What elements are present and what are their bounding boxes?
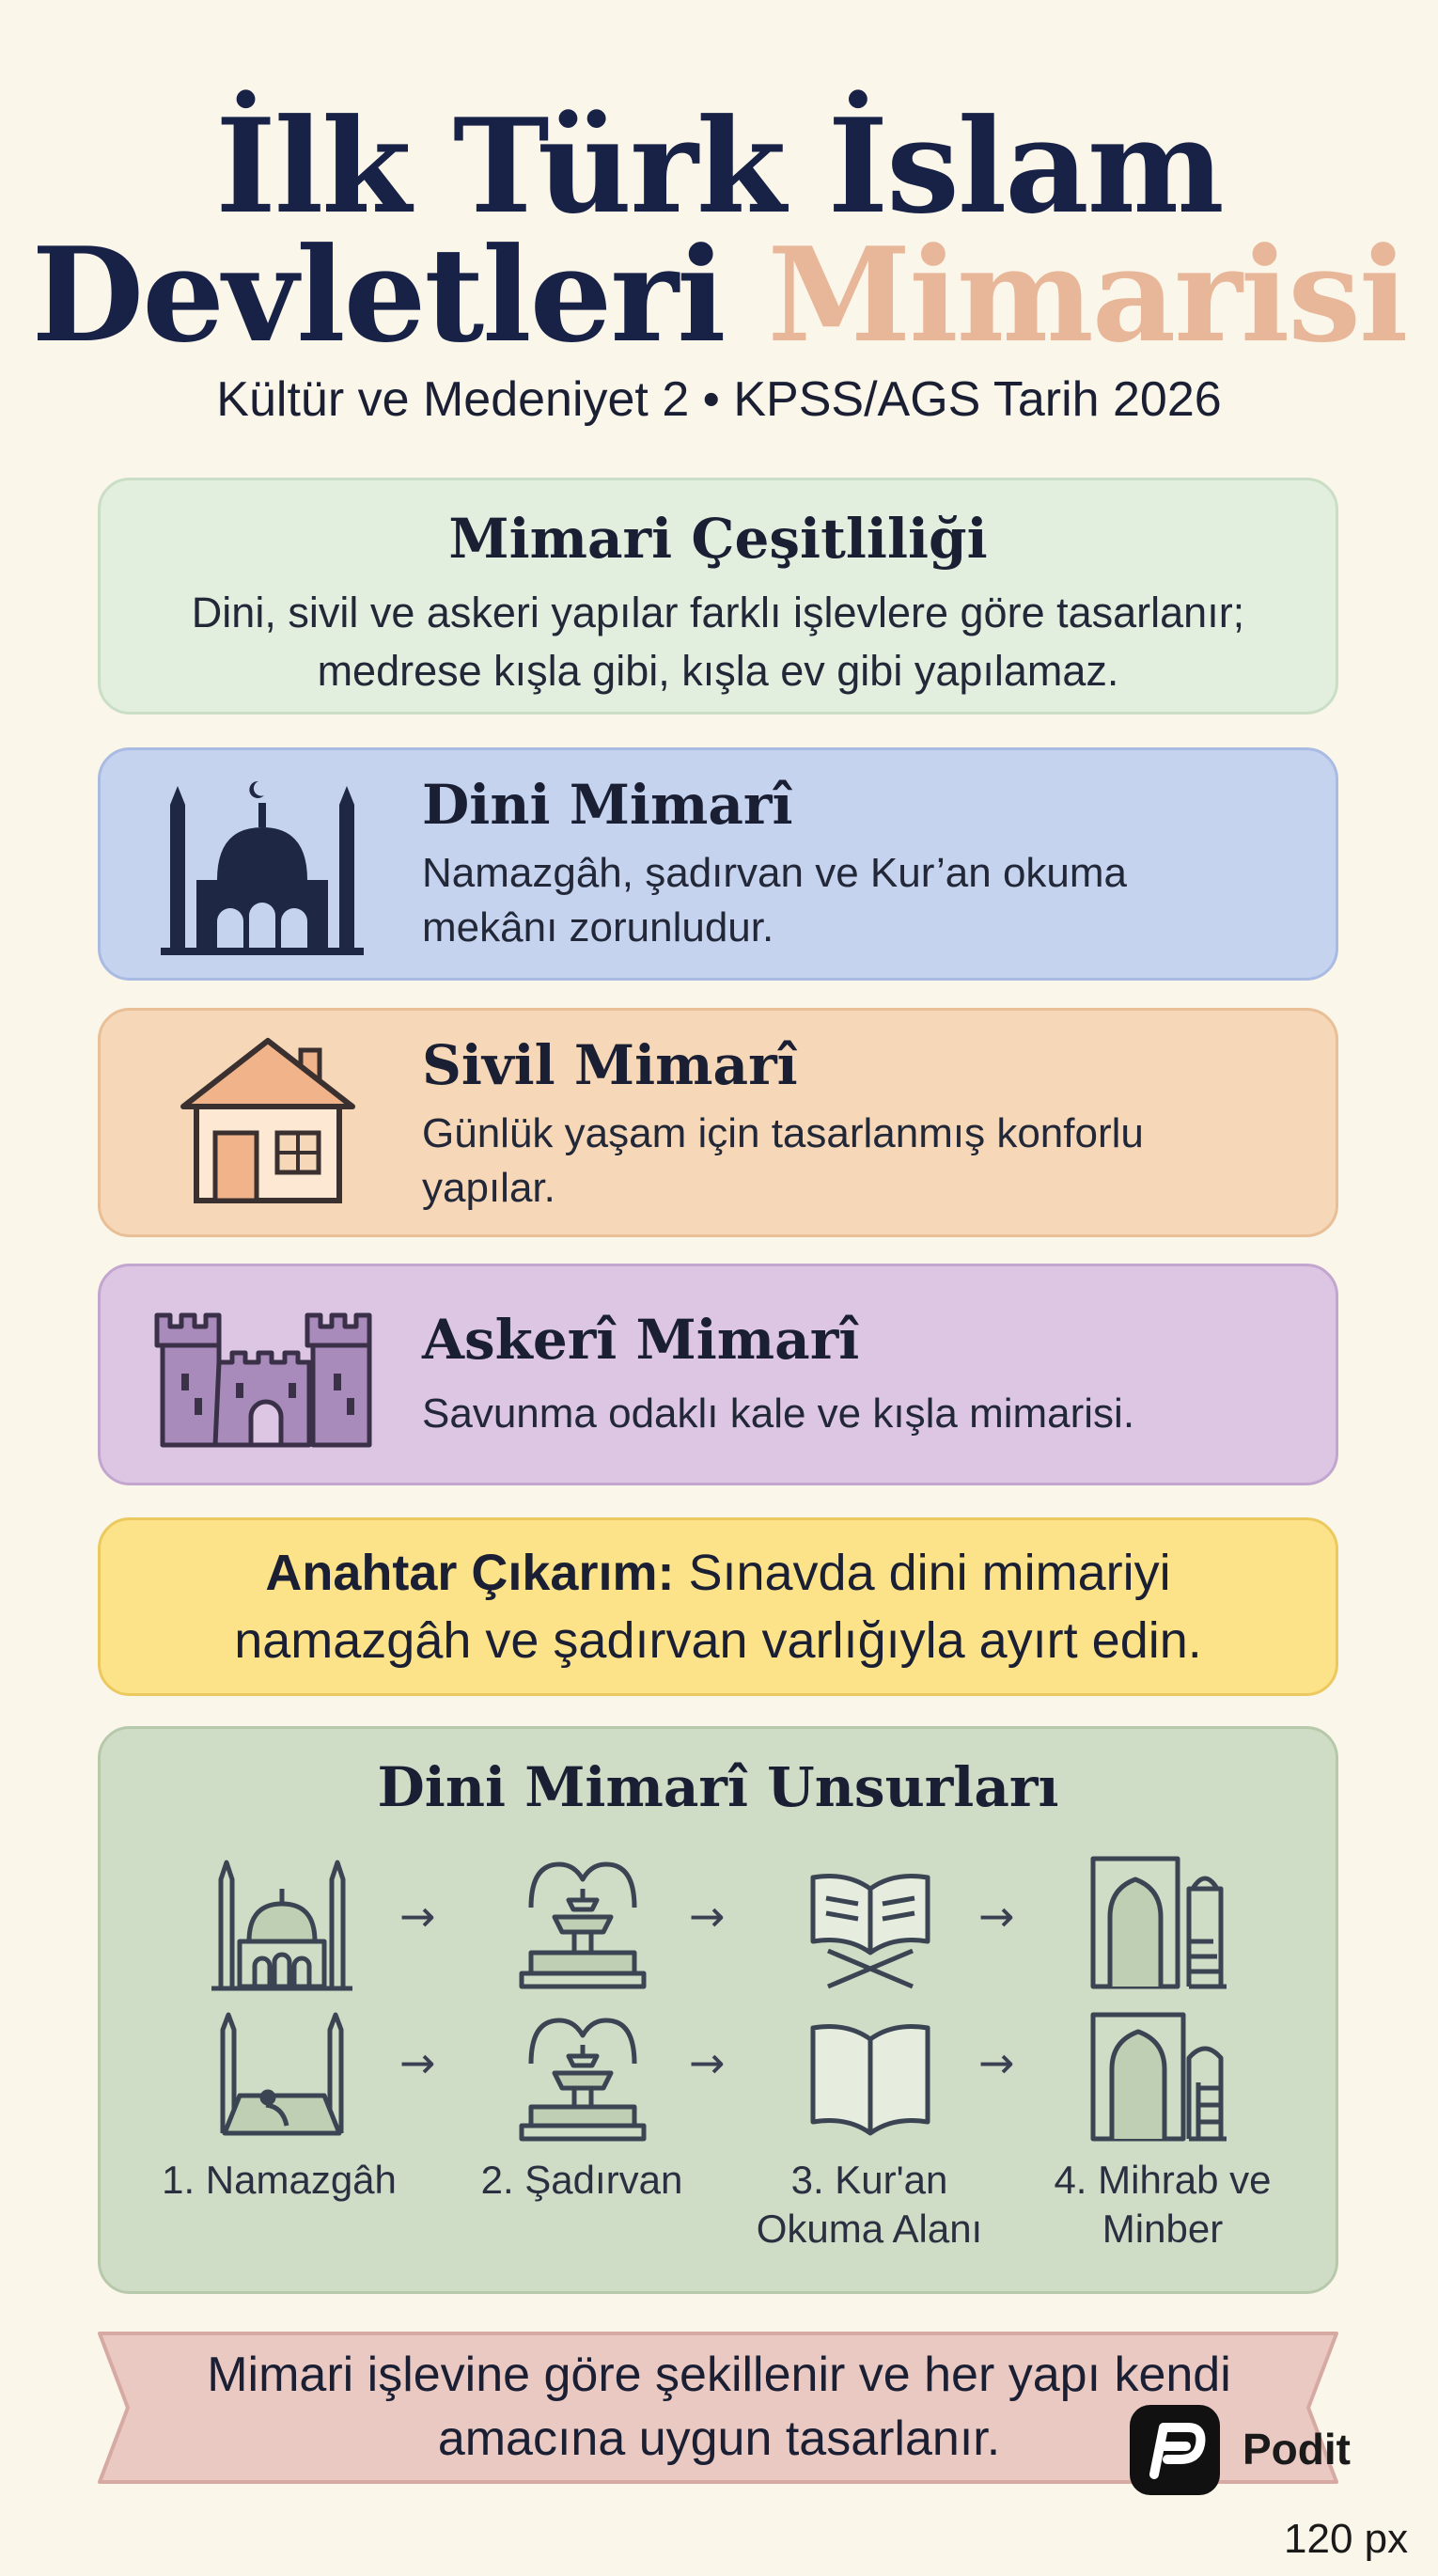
military-architecture-card bbox=[98, 1264, 1338, 1485]
flow-arrow: → bbox=[978, 2037, 1015, 2088]
intro-card bbox=[98, 478, 1338, 715]
mihrab-icon bbox=[1087, 1851, 1238, 1992]
key-takeaway-card bbox=[98, 1517, 1338, 1696]
prayer-mat-icon bbox=[211, 2011, 352, 2143]
brand-name: Podit bbox=[1243, 2425, 1351, 2474]
flow-arrow: → bbox=[399, 1891, 436, 1941]
flow-arrow: → bbox=[399, 2037, 436, 2088]
house-icon bbox=[174, 1031, 362, 1210]
page-title-line1: İlk Türk İslam bbox=[215, 89, 1223, 243]
intro-text: Dini, sivil ve askeri yapılar farklı işlevlere göre tasarlanır; medrese kışla gibi, kışla ev gibi yapılamaz. bbox=[191, 589, 1245, 695]
size-note: 120 px bbox=[1284, 2516, 1409, 2562]
castle-icon bbox=[153, 1308, 379, 1449]
civil-architecture-title: Sivil Mimarî bbox=[422, 1033, 798, 1097]
mihrab-minbar-icon bbox=[1087, 2011, 1238, 2143]
military-architecture-text: Savunma odaklı kale ve kışla mimarisi. bbox=[422, 1390, 1135, 1437]
key-takeaway-body: Sınavda dini mimariyi namazgâh ve şadırvan varlığıyla ayırt edin. bbox=[234, 1545, 1202, 1669]
step-label-mihrab-minbar: 4. Mihrab ve Minber bbox=[1054, 2158, 1272, 2251]
step-label-namazgah: 1. Namazgâh bbox=[162, 2158, 397, 2202]
flow-arrow: → bbox=[689, 2037, 726, 2088]
mosque-icon bbox=[211, 1851, 352, 1992]
footer-text: Mimari işlevine göre şekillenir ve her yapı kendi amacına uygun tasarlanır. bbox=[207, 2348, 1231, 2466]
fountain-icon bbox=[512, 2011, 653, 2143]
title-accent: Mimarisi bbox=[767, 218, 1407, 371]
step-label-sadirvan: 2. Şadırvan bbox=[480, 2158, 683, 2202]
intro-title: Mimari Çeşitliliği bbox=[448, 507, 988, 571]
military-architecture-title: Askerî Mimarî bbox=[422, 1308, 860, 1372]
page-subtitle: Kültür ve Medeniyet 2 • KPSS/AGS Tarih 2026 bbox=[216, 372, 1222, 427]
civil-architecture-text: Günlük yaşam için tasarlanmış konforlu yapılar. bbox=[422, 1110, 1144, 1211]
quran-icon bbox=[800, 1851, 941, 1992]
title-main: Devletleri bbox=[31, 218, 768, 371]
podit-logo-icon bbox=[1128, 2403, 1222, 2497]
religious-architecture-card bbox=[98, 747, 1338, 981]
key-takeaway-text bbox=[176, 1539, 1260, 1674]
civil-architecture-card bbox=[98, 1008, 1338, 1237]
step-label-quran-area: 3. Kur'an Okuma Alanı bbox=[756, 2158, 983, 2251]
elements-title: Dini Mimarî Unsurları bbox=[377, 1755, 1059, 1819]
religious-architecture-text: Namazgâh, şadırvan ve Kur’an okuma mekânı zorunludur. bbox=[422, 850, 1128, 950]
religious-architecture-title: Dini Mimarî bbox=[422, 773, 793, 837]
fountain-icon bbox=[512, 1851, 653, 1992]
elements-card bbox=[98, 1726, 1338, 2294]
open-book-icon bbox=[800, 2011, 941, 2143]
flow-arrow: → bbox=[978, 1891, 1015, 1941]
mosque-icon bbox=[159, 767, 366, 965]
flow-arrow: → bbox=[689, 1891, 726, 1941]
key-takeaway-label: Anahtar Çıkarım: bbox=[265, 1545, 675, 1601]
page-title-line2 bbox=[0, 218, 1438, 371]
